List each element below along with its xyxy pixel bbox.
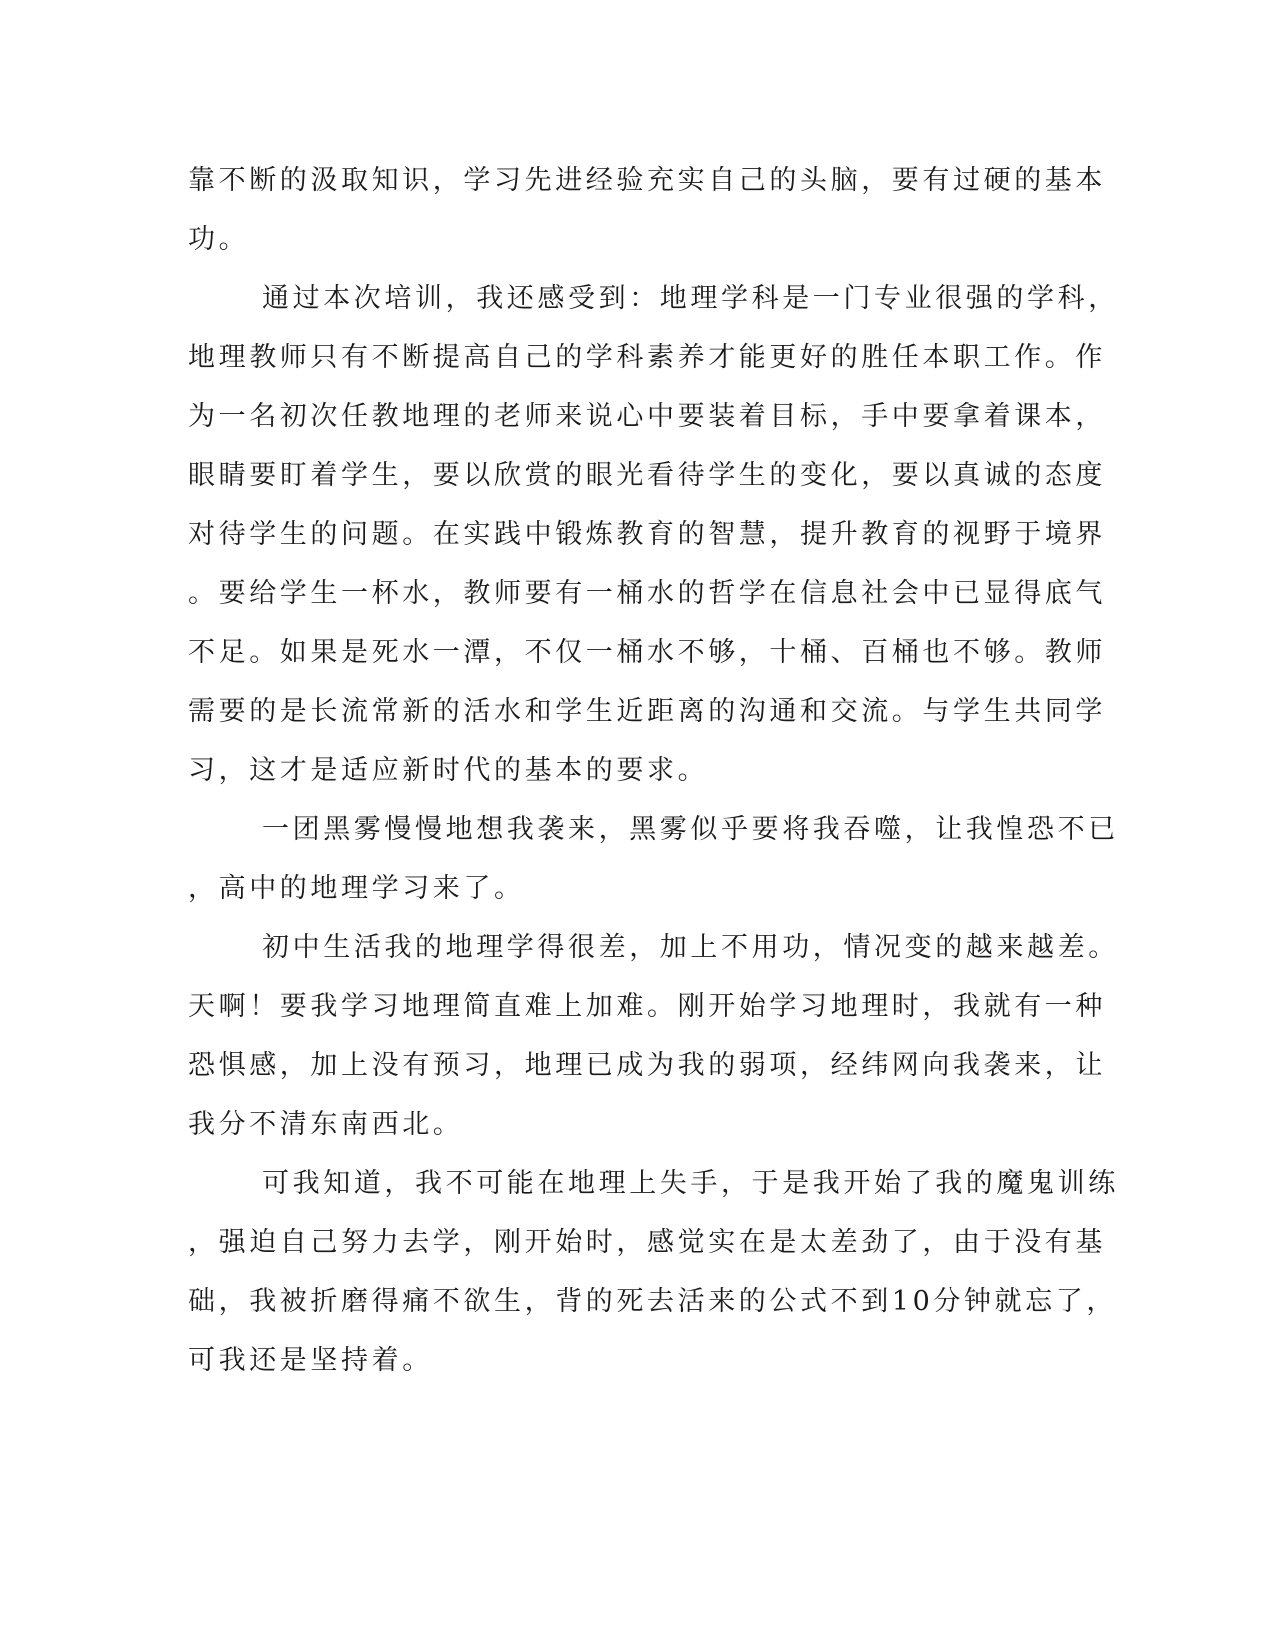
- text-line: 需要的是长流常新的活水和学生近距离的沟通和交流。与学生共同学: [188, 696, 1106, 727]
- text-line: 我分不清东南西北。: [188, 1109, 464, 1140]
- text-line: ，强迫自己努力去学，刚开始时，感觉实在是太差劲了，由于没有基: [188, 1227, 1106, 1258]
- paragraph-start-line: 通过本次培训，我还感受到：地理学科是一门专业很强的学科，: [262, 283, 1119, 314]
- text-line: 。要给学生一杯水，教师要有一桶水的哲学在信息社会中已显得底气: [188, 578, 1106, 609]
- text-line: 眼睛要盯着学生，要以欣赏的眼光看待学生的变化，要以真诚的态度: [188, 460, 1106, 491]
- text-line: ，高中的地理学习来了。: [188, 873, 525, 904]
- text-line: 功。: [188, 224, 250, 255]
- paragraph-start-line: 可我知道，我不可能在地理上失手，于是我开始了我的魔鬼训练: [262, 1168, 1119, 1199]
- paragraph-start-line: 一团黑雾慢慢地想我袭来，黑雾似乎要将我吞噬，让我惶恐不已: [262, 814, 1119, 845]
- text-line: 靠不断的汲取知识，学习先进经验充实自己的头脑，要有过硬的基本: [188, 165, 1106, 196]
- paragraph-start-line: 初中生活我的地理学得很差，加上不用功，情况变的越来越差。: [262, 932, 1119, 963]
- text-line: 习，这才是适应新时代的基本的要求。: [188, 755, 709, 786]
- text-line: 恐惧感，加上没有预习，地理已成为我的弱项，经纬网向我袭来，让: [188, 1050, 1106, 1081]
- text-line: 不足。如果是死水一潭，不仅一桶水不够，十桶、百桶也不够。教师: [188, 637, 1106, 668]
- text-line: 为一名初次任教地理的老师来说心中要装着目标，手中要拿着课本，: [188, 401, 1106, 432]
- text-line: 可我还是坚持着。: [188, 1345, 433, 1376]
- text-line: 础，我被折磨得痛不欲生，背的死去活来的公式不到10分钟就忘了，: [188, 1286, 1117, 1317]
- text-line: 天啊！要我学习地理简直难上加难。刚开始学习地理时，我就有一种: [188, 991, 1106, 1022]
- text-line: 对待学生的问题。在实践中锻炼教育的智慧，提升教育的视野于境界: [188, 519, 1106, 550]
- text-line: 地理教师只有不断提高自己的学科素养才能更好的胜任本职工作。作: [188, 342, 1106, 373]
